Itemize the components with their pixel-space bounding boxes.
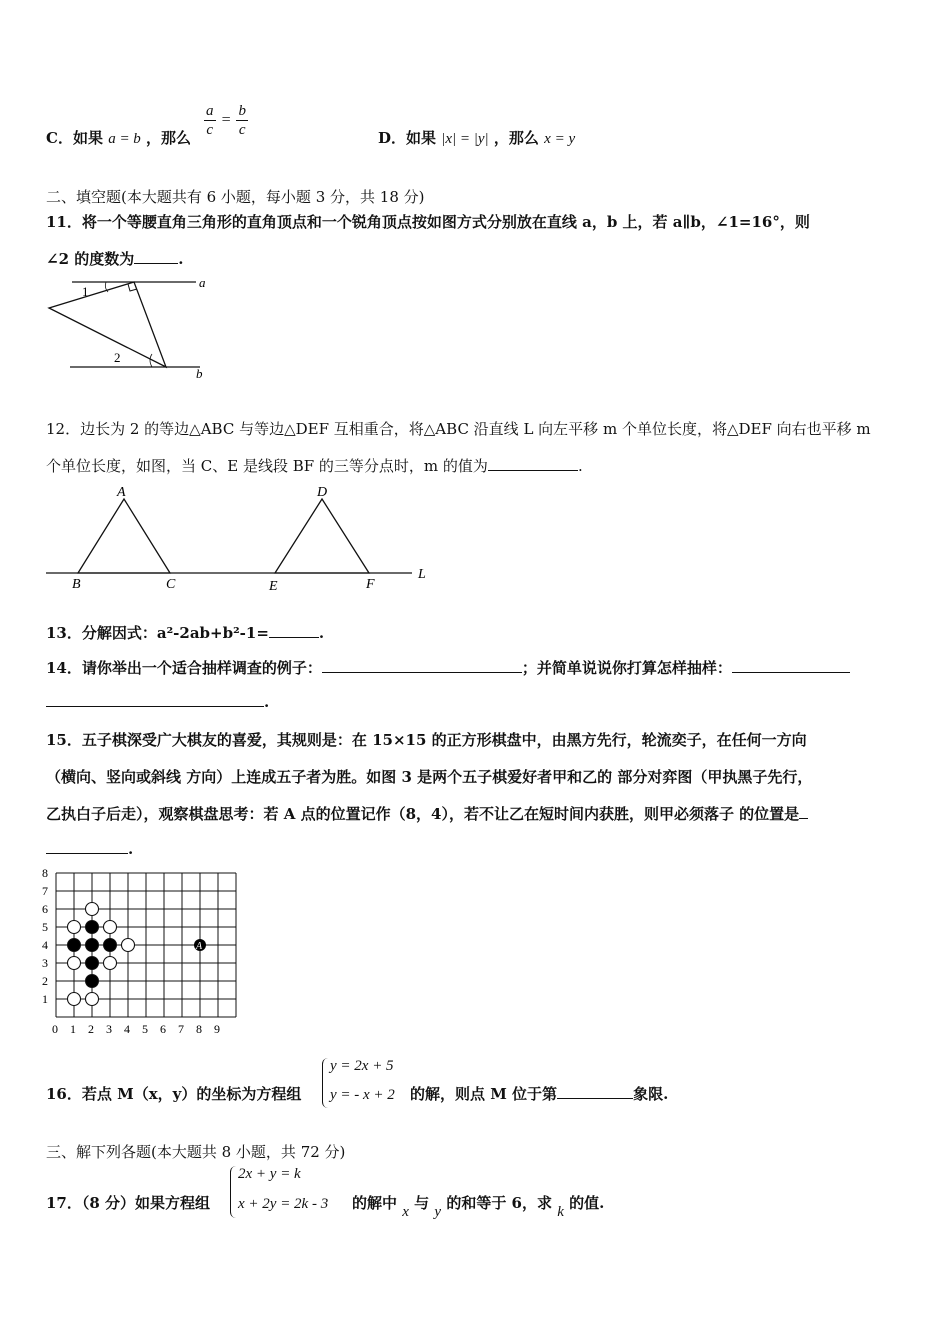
- q17-lead: 17．（8 分）如果方程组: [46, 1194, 211, 1212]
- label-angle-2: 2: [114, 350, 121, 365]
- x-tick-label: 7: [178, 1022, 184, 1036]
- white-stone: [68, 957, 81, 970]
- option-c: [46, 127, 191, 148]
- white-stone: [86, 903, 99, 916]
- q16-lead: 16．若点 M（x，y）的坐标为方程组: [46, 1085, 302, 1103]
- q15-line4: .: [46, 840, 133, 858]
- white-stone: [104, 921, 117, 934]
- q12-line1: 12．边长为 2 的等边△ABC 与等边△DEF 互相重合，将△ABC 沿直线 L 向左平移 m 个单位长度，将△DEF 向右也平移 m: [46, 420, 871, 438]
- var-k: k: [557, 1204, 564, 1220]
- var-y: y: [434, 1204, 442, 1220]
- label-D: D: [317, 485, 328, 500]
- label-E: E: [269, 579, 278, 594]
- q11-line2: ∠2 的度数为 .: [46, 250, 184, 268]
- answer-blank: [557, 1098, 633, 1099]
- label-B: B: [72, 577, 81, 592]
- white-stone: [68, 921, 81, 934]
- answer-blank-1: [322, 672, 522, 673]
- q16-system-brace: [322, 1058, 329, 1108]
- label-A: A: [117, 485, 126, 500]
- q17-system-brace: [230, 1166, 237, 1218]
- q13: 13．分解因式：a²-2ab+b²-1= .: [46, 624, 325, 642]
- x-tick-label: 5: [142, 1022, 148, 1036]
- black-stone: [86, 921, 99, 934]
- label-angle-1: 1: [82, 284, 89, 299]
- y-tick-label: 2: [42, 974, 48, 988]
- x-tick-label: 4: [124, 1022, 130, 1036]
- black-stone: [86, 939, 99, 952]
- q15-line1: 15．五子棋深受广大棋友的喜爱，其规则是：在 15×15 的正方形棋盘中，由黑方先行，轮流奕子，在任何一方向: [46, 731, 807, 749]
- answer-blank: [46, 853, 128, 854]
- q16-tail: 的解，则点 M 位于第 象限.: [410, 1085, 669, 1103]
- option-d-result: x = y: [544, 131, 576, 147]
- black-stone: [68, 939, 81, 952]
- q15-line3: 乙执白子后走），观察棋盘思考：若 A 点的位置记作（8，4），若不让乙在短时间内获胜，则甲必须落子 的位置是: [46, 803, 808, 824]
- y-tick-label: 6: [42, 902, 48, 916]
- answer-blank: [269, 637, 319, 638]
- x-tick-label: 6: [160, 1022, 166, 1036]
- label-C: C: [166, 577, 176, 592]
- y-tick-label: 5: [42, 920, 48, 934]
- q16-eq2: y = - x + 2: [330, 1087, 395, 1103]
- y-tick-label: 4: [42, 938, 48, 952]
- q14-line2: .: [46, 693, 269, 711]
- y-tick-label: 3: [42, 956, 48, 970]
- answer-blank: [134, 263, 178, 264]
- option-d-then: ，那么: [493, 129, 539, 147]
- option-d: [378, 127, 575, 148]
- q17-tail: 的解中 x 与 y 的和等于 6，求 k 的值.: [352, 1194, 605, 1220]
- q11-line1: 11．将一个等腰直角三角形的直角顶点和一个锐角顶点按如图方式分别放在直线 a，b 上，若 a∥b，∠1=16°，则: [46, 213, 810, 231]
- q17-eq1: 2x + y = k: [238, 1166, 301, 1182]
- section-3-title: 三、解下列各题(本大题共 8 小题，共 72 分): [46, 1143, 346, 1161]
- point-a-label: A: [196, 941, 203, 952]
- x-tick-label: 3: [106, 1022, 112, 1036]
- white-stone: [104, 957, 117, 970]
- x-tick-label: 1: [70, 1022, 76, 1036]
- option-c-conclusion: $\frac{a}{c}$ = $\frac{b}{c}$: [206, 103, 246, 138]
- triangle: [49, 282, 166, 367]
- answer-blank-2: [732, 672, 850, 673]
- black-stone: [86, 975, 99, 988]
- q14-line1: 14．请你举出一个适合抽样调查的例子： ；并简单说说你打算怎样抽样：: [46, 657, 850, 678]
- answer-blank: [488, 470, 578, 471]
- option-c-condition: a = b: [108, 131, 141, 147]
- label-b: b: [196, 366, 203, 381]
- go-board: [40, 866, 240, 1038]
- label-L: L: [418, 567, 426, 582]
- black-stone: [104, 939, 117, 952]
- label-a: a: [199, 275, 206, 290]
- triangle-def: [275, 499, 369, 573]
- x-tick-label: 2: [88, 1022, 94, 1036]
- y-tick-label: 8: [42, 866, 48, 880]
- x-tick-label: 8: [196, 1022, 202, 1036]
- board-stones: [68, 903, 207, 1006]
- answer-blank-start: [799, 818, 808, 819]
- q12-figure: [44, 482, 444, 597]
- white-stone: [86, 993, 99, 1006]
- board-grid: [56, 873, 236, 1017]
- answer-blank-2-cont: [46, 706, 264, 707]
- q16-eq1: y = 2x + 5: [330, 1058, 394, 1074]
- q17-eq2: x + 2y = 2k - 3: [238, 1196, 329, 1212]
- q15-line2: （横向、竖向或斜线 方向）上连成五子者为胜。如图 3 是两个五子棋爱好者甲和乙的 部分对弈图（甲执黑子先行，: [46, 768, 813, 786]
- option-d-label: D．如果: [378, 129, 437, 147]
- triangle-abc: [78, 499, 170, 573]
- option-c-label: C．如果: [46, 129, 103, 147]
- label-F: F: [366, 577, 375, 592]
- section-2-title: 二、填空题(本大题共有 6 小题，每小题 3 分，共 18 分): [46, 188, 425, 206]
- black-stone: [86, 957, 99, 970]
- q11-figure: [44, 274, 214, 384]
- var-x: x: [402, 1204, 409, 1220]
- y-tick-label: 7: [42, 884, 48, 898]
- option-c-then: ，那么: [146, 129, 192, 147]
- white-stone: [122, 939, 135, 952]
- option-d-condition: |x| = |y|: [441, 131, 489, 147]
- x-tick-label: 0: [52, 1022, 58, 1036]
- fraction-b-over-c: $\frac{b}{c}$: [238, 103, 246, 138]
- y-tick-label: 1: [42, 992, 48, 1006]
- fraction-a-over-c: $\frac{a}{c}$: [206, 103, 214, 138]
- white-stone: [68, 993, 81, 1006]
- q12-line2: 个单位长度，如图，当 C、E 是线段 BF 的三等分点时，m 的值为 .: [46, 457, 583, 475]
- x-tick-label: 9: [214, 1022, 220, 1036]
